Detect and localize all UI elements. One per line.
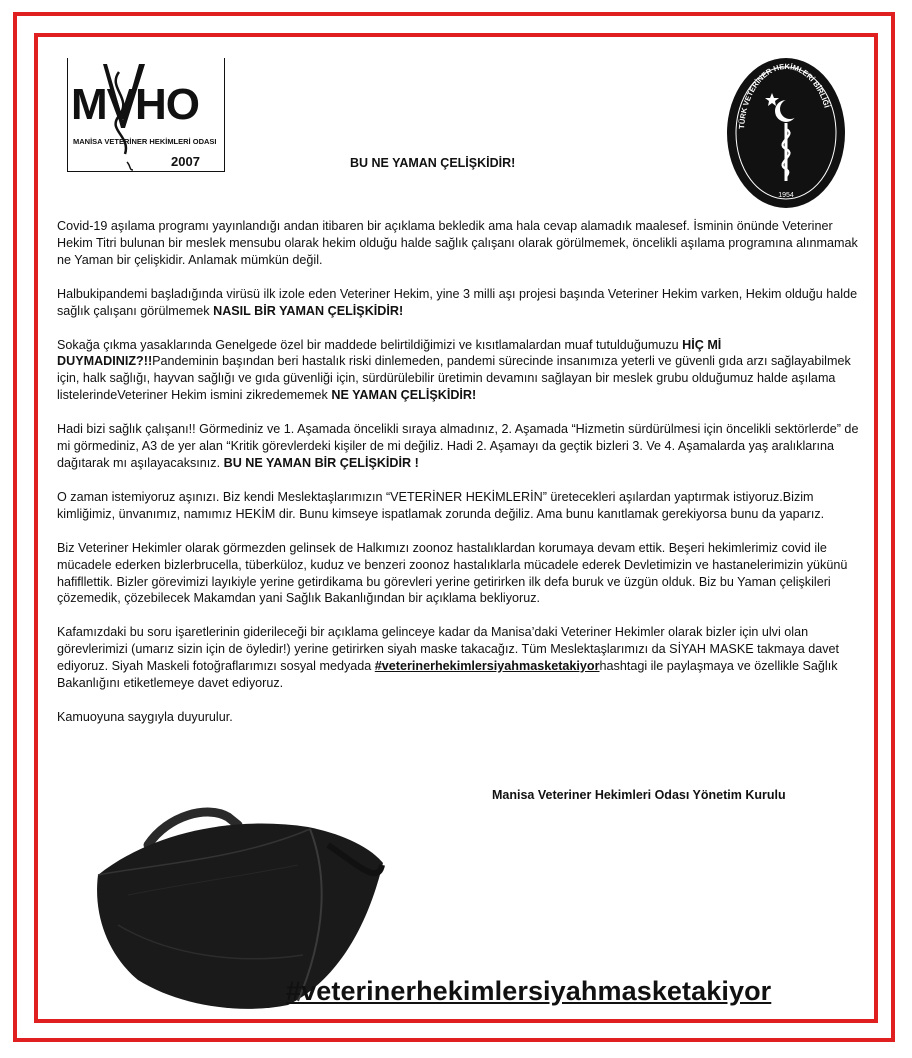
paragraph-6: Biz Veteriner Hekimler olarak görmezden gelinsek de Halkımızı zoonoz hastalıklardan korumaya devam ettik. Beşeri hekimlerimiz covid ile mücadele ederken bizlerbrucella, tüberküloz, kuduz ve benzeri zoonoz hastalıklarla mücadele ederek Devletimizin ve hastanelerimizin yükünü hafifllettik. Bizler görevimizi layıkiyle yerine getirdikama bu görevleri yerine getirirken ilk defa buruk ve üzgün olduk. Biz bu Yaman çelişkileri çözemedik, çözebilecek Makamdan yani Sağlık Bakanlığından bir açıklama bekliyoruz. [57,540,848,606]
mvho-logo [67,58,227,174]
logo-acronym: MVHO [71,80,199,129]
paragraph-5: O zaman istemiyoruz aşınızı. Biz kendi Meslektaşlarımızın “VETERİNER HEKİMLERİN” üretecekleri aşılardan yaptırmak istiyoruz.Bizim kimliğimiz, ünvanımız, namımız HEKİM dir. Bunu kimseye ispatlamak zorunda değiliz. Ama bunu kanıtlamak gerekiyorsa bunu da yaparız. [57,489,825,521]
closing-line: Kamuoyuna saygıyla duyurulur. [57,709,233,724]
paragraph-2-text: Halbukipandemi başladığında virüsü ilk izole eden Veteriner Hekim, yine 3 milli aşı projesi başında Veteriner Hekim varken, Hekim olduğu halde sağlık çalışanı görülmemek [57,286,858,318]
seal-year: 1954 [778,192,794,199]
paragraph-3 [57,337,861,405]
signature: Manisa Veteriner Hekimleri Odası Yönetim Kurulu [492,788,786,802]
inline-hashtag: #veterinerhekimlersiyahmasketakiyor [374,659,600,674]
paragraph-4-emphasis: BU NE YAMAN BİR ÇELİŞKİDİR ! [223,455,419,470]
logo-year: 2007 [171,154,200,169]
paragraph-4-text: Hadi bizi sağlık çalışanı!! Görmediniz ve 1. Aşamada öncelikli sıraya almadınız, 2. Aşamada “Hizmetin sürdürülmesi için öncelikli sektörlerde” de mi görmediniz, A3 de yer alan “Kritik görevlerdeki kişiler de mi değiliz. Hadi 2. Aşamayı da geçtik bizleri 3. Ve 4. Aşamalarda yaş aralıklarına dağıtarak mı aşılayacaksınız. [57,422,859,470]
paragraph-2-emphasis: NASIL BİR YAMAN ÇELİŞKİDİR! [213,303,404,318]
seal-text: TÜRK VETERİNER HEKİMLERİ BİRLİĞİ [737,61,832,130]
page-title: BU NE YAMAN ÇELİŞKİDİR! [350,156,516,170]
tvhb-seal [726,57,846,209]
statement-body [57,218,861,743]
paragraph-3-text-2: Pandeminin başından beri hastalık riski dinlemeden, pandemi sürecinde insanımıza yeterli ve güvenli gıda arzı sağlayabilmek için, halk sağlığı, hayvan sağlığı ve gıda güvenliği için, sürdürülebilir üretimin devamını sağlayan bir meslek grubu olduğumuz halde aşılama listelerindeVeteriner Hekim ismini zikredememek [57,354,851,403]
paragraph-7 [57,624,861,692]
logo-subtitle: MANİSA VETERİNER HEKİMLERİ ODASI [73,137,217,146]
paragraph-2 [57,286,861,320]
hashtag-banner: #veterinerhekimlersiyahmasketakiyor [286,976,772,1006]
paragraph-7-text: Kafamızdaki bu soru işaretlerinin giderileceği bir açıklama gelinceye kadar da Manisa’daki Veteriner Hekimler olarak bizler için ulvi olan görevlerimizi (umarız sizin için de öyledir!) yerine getirirken siyah maske takacağız. Tüm Meslektaşlarımızı da SİYAH MASKE takmaya davet ediyoruz. Siyah Maskeli fotoğraflarımızı sosyal medyada [57,625,840,674]
paragraph-4 [57,421,861,472]
paragraph-3-emphasis: HİÇ Mİ DUYMADINIZ?!! [57,337,722,369]
paragraph-3-emphasis-2: NE YAMAN ÇELİŞKİDİR! [331,388,477,403]
paragraph-7-text-2: hashtagi ile paylaşmaya ve özellikle Sağlık Bakanlığını etiketlemeye davet ediyoruz. [57,659,838,691]
paragraph-3-text: Sokağa çıkma yasaklarında Genelgede özel bir maddede belirtildiğimizi ve kısıtlamalardan muaf tutulduğumuzu [57,337,683,352]
paragraph-1: Covid-19 aşılama programı yayınlandığı andan itibaren bir açıklama bekledik ama hala cevap alamadık maalesef. İsminin önünde Veteriner Hekim Titri bulunan bir meslek mensubu olarak hekim olduğu halde sağlık çalışanı olarak görülmemek, öncelikli aşılama programına alınmamak ne Yaman bir çelişkidir. Anlamak mümkün değil. [57,219,858,267]
